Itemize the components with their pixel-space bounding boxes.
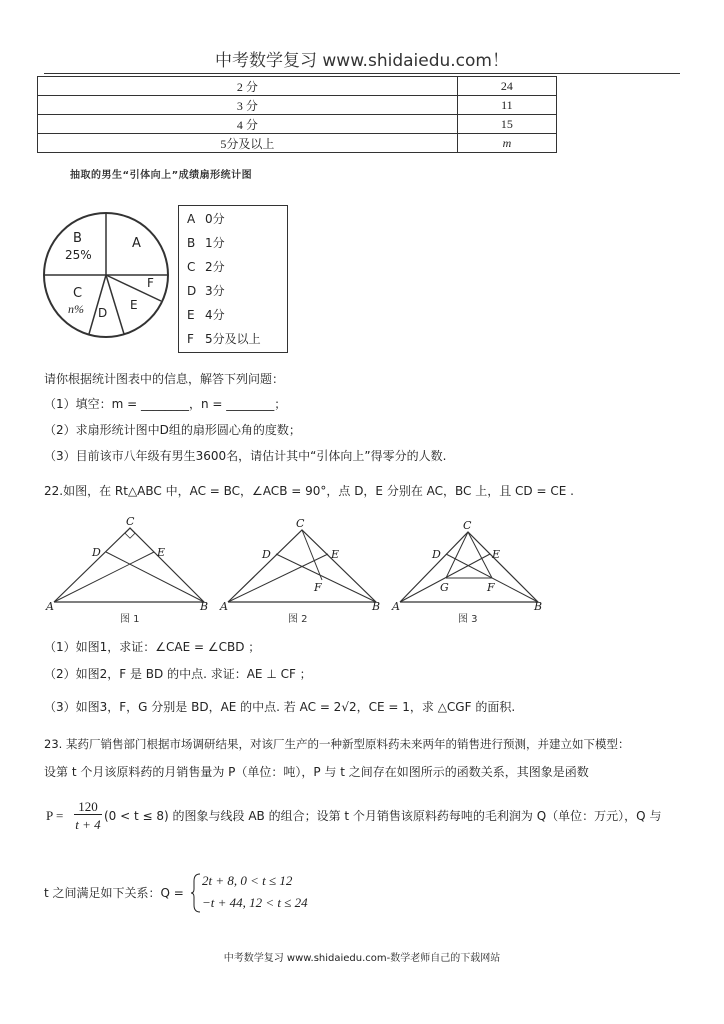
table-cell-score: 3 分 — [38, 96, 458, 115]
legend-letter: E — [187, 308, 195, 322]
label-b: B — [200, 600, 209, 613]
pie-label-b: B — [73, 231, 82, 246]
piecewise-case-1: 2t + 8, 0 < t ≤ 12 — [202, 873, 293, 888]
legend-item — [187, 210, 225, 227]
legend-letter: F — [187, 332, 194, 346]
label-c: C — [126, 515, 135, 528]
table-cell-count: 11 — [457, 96, 556, 115]
label-c: C — [296, 517, 305, 530]
figure-2-caption: 图 2 — [288, 614, 308, 625]
table-row — [38, 77, 557, 96]
pie-slice-border — [106, 275, 124, 334]
label-e: E — [157, 546, 166, 559]
q23-line2: 设第 t 个月该原料药的月销售量为 P（单位：吨），P 与 t 之间存在如图所示的函数关系，其图象是函数 — [44, 765, 589, 779]
legend-item — [187, 306, 225, 323]
legend-text: 3分 — [205, 284, 225, 298]
piecewise-case-2: −t + 44, 12 < t ≤ 24 — [202, 895, 308, 910]
table-cell-score: 4 分 — [38, 115, 458, 134]
table-row — [38, 96, 557, 115]
formula-denominator: t + 4 — [75, 817, 101, 832]
legend-text: 2分 — [205, 260, 225, 274]
pie-label-d: D — [98, 306, 108, 320]
legend-item — [187, 234, 225, 251]
q21-part2: （2）求扇形统计图中D组的扇形圆心角的度数； — [44, 423, 301, 437]
label-c: C — [463, 519, 472, 532]
label-g: G — [440, 581, 449, 594]
q22-stem: 22.如图，在 Rt△ABC 中，AC = BC，∠ACB = 90°，点 D，E 分别在 AC，BC 上，且 CD = CE . — [44, 484, 574, 498]
pie-label-a: A — [132, 236, 141, 251]
table-cell-score: 5分及以上 — [38, 134, 458, 153]
table-cell-count: 24 — [457, 77, 556, 96]
segment-ae — [54, 552, 154, 602]
pie-slice-border — [89, 275, 106, 334]
pie-label-b-pct: 25% — [65, 248, 92, 262]
label-a: A — [220, 600, 228, 613]
table-cell-score: 2 分 — [38, 77, 458, 96]
right-angle-mark — [125, 528, 135, 538]
label-d: D — [92, 546, 101, 559]
legend-text: 4分 — [205, 308, 225, 322]
pie-label-f: F — [147, 276, 154, 290]
legend-letter: D — [187, 284, 197, 298]
q22-part1: （1）如图1，求证：∠CAE = ∠CBD ； — [44, 640, 261, 654]
legend-item — [187, 282, 225, 299]
pie-chart-title: 抽取的男生“引体向上”成绩扇形统计图 — [70, 170, 253, 181]
page-footer: 中考数学复习 www.shidaiedu.com-数学老师自己的下载网站 — [223, 953, 501, 964]
table-cell-count: 15 — [457, 115, 556, 134]
q21-intro: 请你根据统计图表中的信息，解答下列问题： — [44, 372, 285, 386]
table-row — [38, 115, 557, 134]
label-a: A — [46, 600, 54, 613]
legend-text: 1分 — [205, 236, 225, 250]
figure-1-caption: 图 1 — [120, 614, 140, 625]
q21-part3: （3）目前该市八年级有男生3600名，请估计其中“引体向上”得零分的人数. — [44, 449, 447, 463]
pie-label-c: C — [73, 286, 83, 301]
header-rule — [44, 73, 680, 74]
pie-legend — [178, 205, 288, 353]
segment-ae — [228, 554, 328, 602]
figure-1 — [44, 515, 214, 618]
q23-line4-prefix: t 之间满足如下关系：Q = — [44, 886, 184, 900]
label-b: B — [534, 600, 543, 613]
pie-label-e: E — [130, 298, 138, 312]
legend-text: 0分 — [205, 212, 225, 226]
segment-bd — [106, 552, 204, 602]
label-f: F — [487, 581, 495, 594]
label-b: B — [372, 600, 381, 613]
formula-lhs: P = — [46, 808, 64, 823]
figure-3 — [392, 518, 562, 618]
legend-letter: C — [187, 260, 196, 274]
q22-part2: （2）如图2，F 是 BD 的中点. 求证：AE ⊥ CF ； — [44, 667, 312, 681]
piecewise-brace — [190, 873, 202, 913]
pie-chart — [40, 205, 180, 345]
legend-item — [187, 258, 225, 275]
legend-letter: A — [187, 212, 196, 226]
label-f: F — [314, 581, 322, 594]
q23-line1: 23. 某药厂销售部门根据市场调研结果，对该厂生产的一种新型原料药未来两年的销售进行预测，并建立如下模型： — [44, 737, 630, 751]
label-a: A — [392, 600, 400, 613]
pie-label-c-pct: n% — [68, 302, 84, 316]
figure-3-caption: 图 3 — [458, 614, 478, 625]
table-cell-count: m — [457, 134, 556, 153]
label-d: D — [432, 548, 441, 561]
label-d: D — [262, 548, 271, 561]
segment-cf — [302, 530, 322, 580]
legend-letter: B — [187, 236, 196, 250]
figure-2 — [218, 518, 388, 618]
legend-item — [187, 330, 261, 347]
segment-bd — [276, 554, 376, 602]
legend-text: 5分及以上 — [205, 332, 261, 346]
score-table — [37, 76, 557, 153]
label-e: E — [492, 548, 501, 561]
q23-line3: (0 < t ≤ 8) 的图象与线段 AB 的组合；设第 t 个月销售该原料药每吨的毛利润为 Q（单位：万元），Q 与 — [104, 809, 662, 823]
q21-part1: （1）填空：m = ________，n = ________； — [44, 397, 287, 411]
page-header-title: 中考数学复习 www.shidaiedu.com！ — [215, 51, 509, 71]
formula-numerator: 120 — [74, 799, 102, 815]
q22-part3: （3）如图3，F，G 分别是 BD，AE 的中点. 若 AC = 2√2，CE = 1，求 △CGF 的面积. — [44, 700, 516, 714]
label-e: E — [331, 548, 340, 561]
table-row — [38, 134, 557, 153]
